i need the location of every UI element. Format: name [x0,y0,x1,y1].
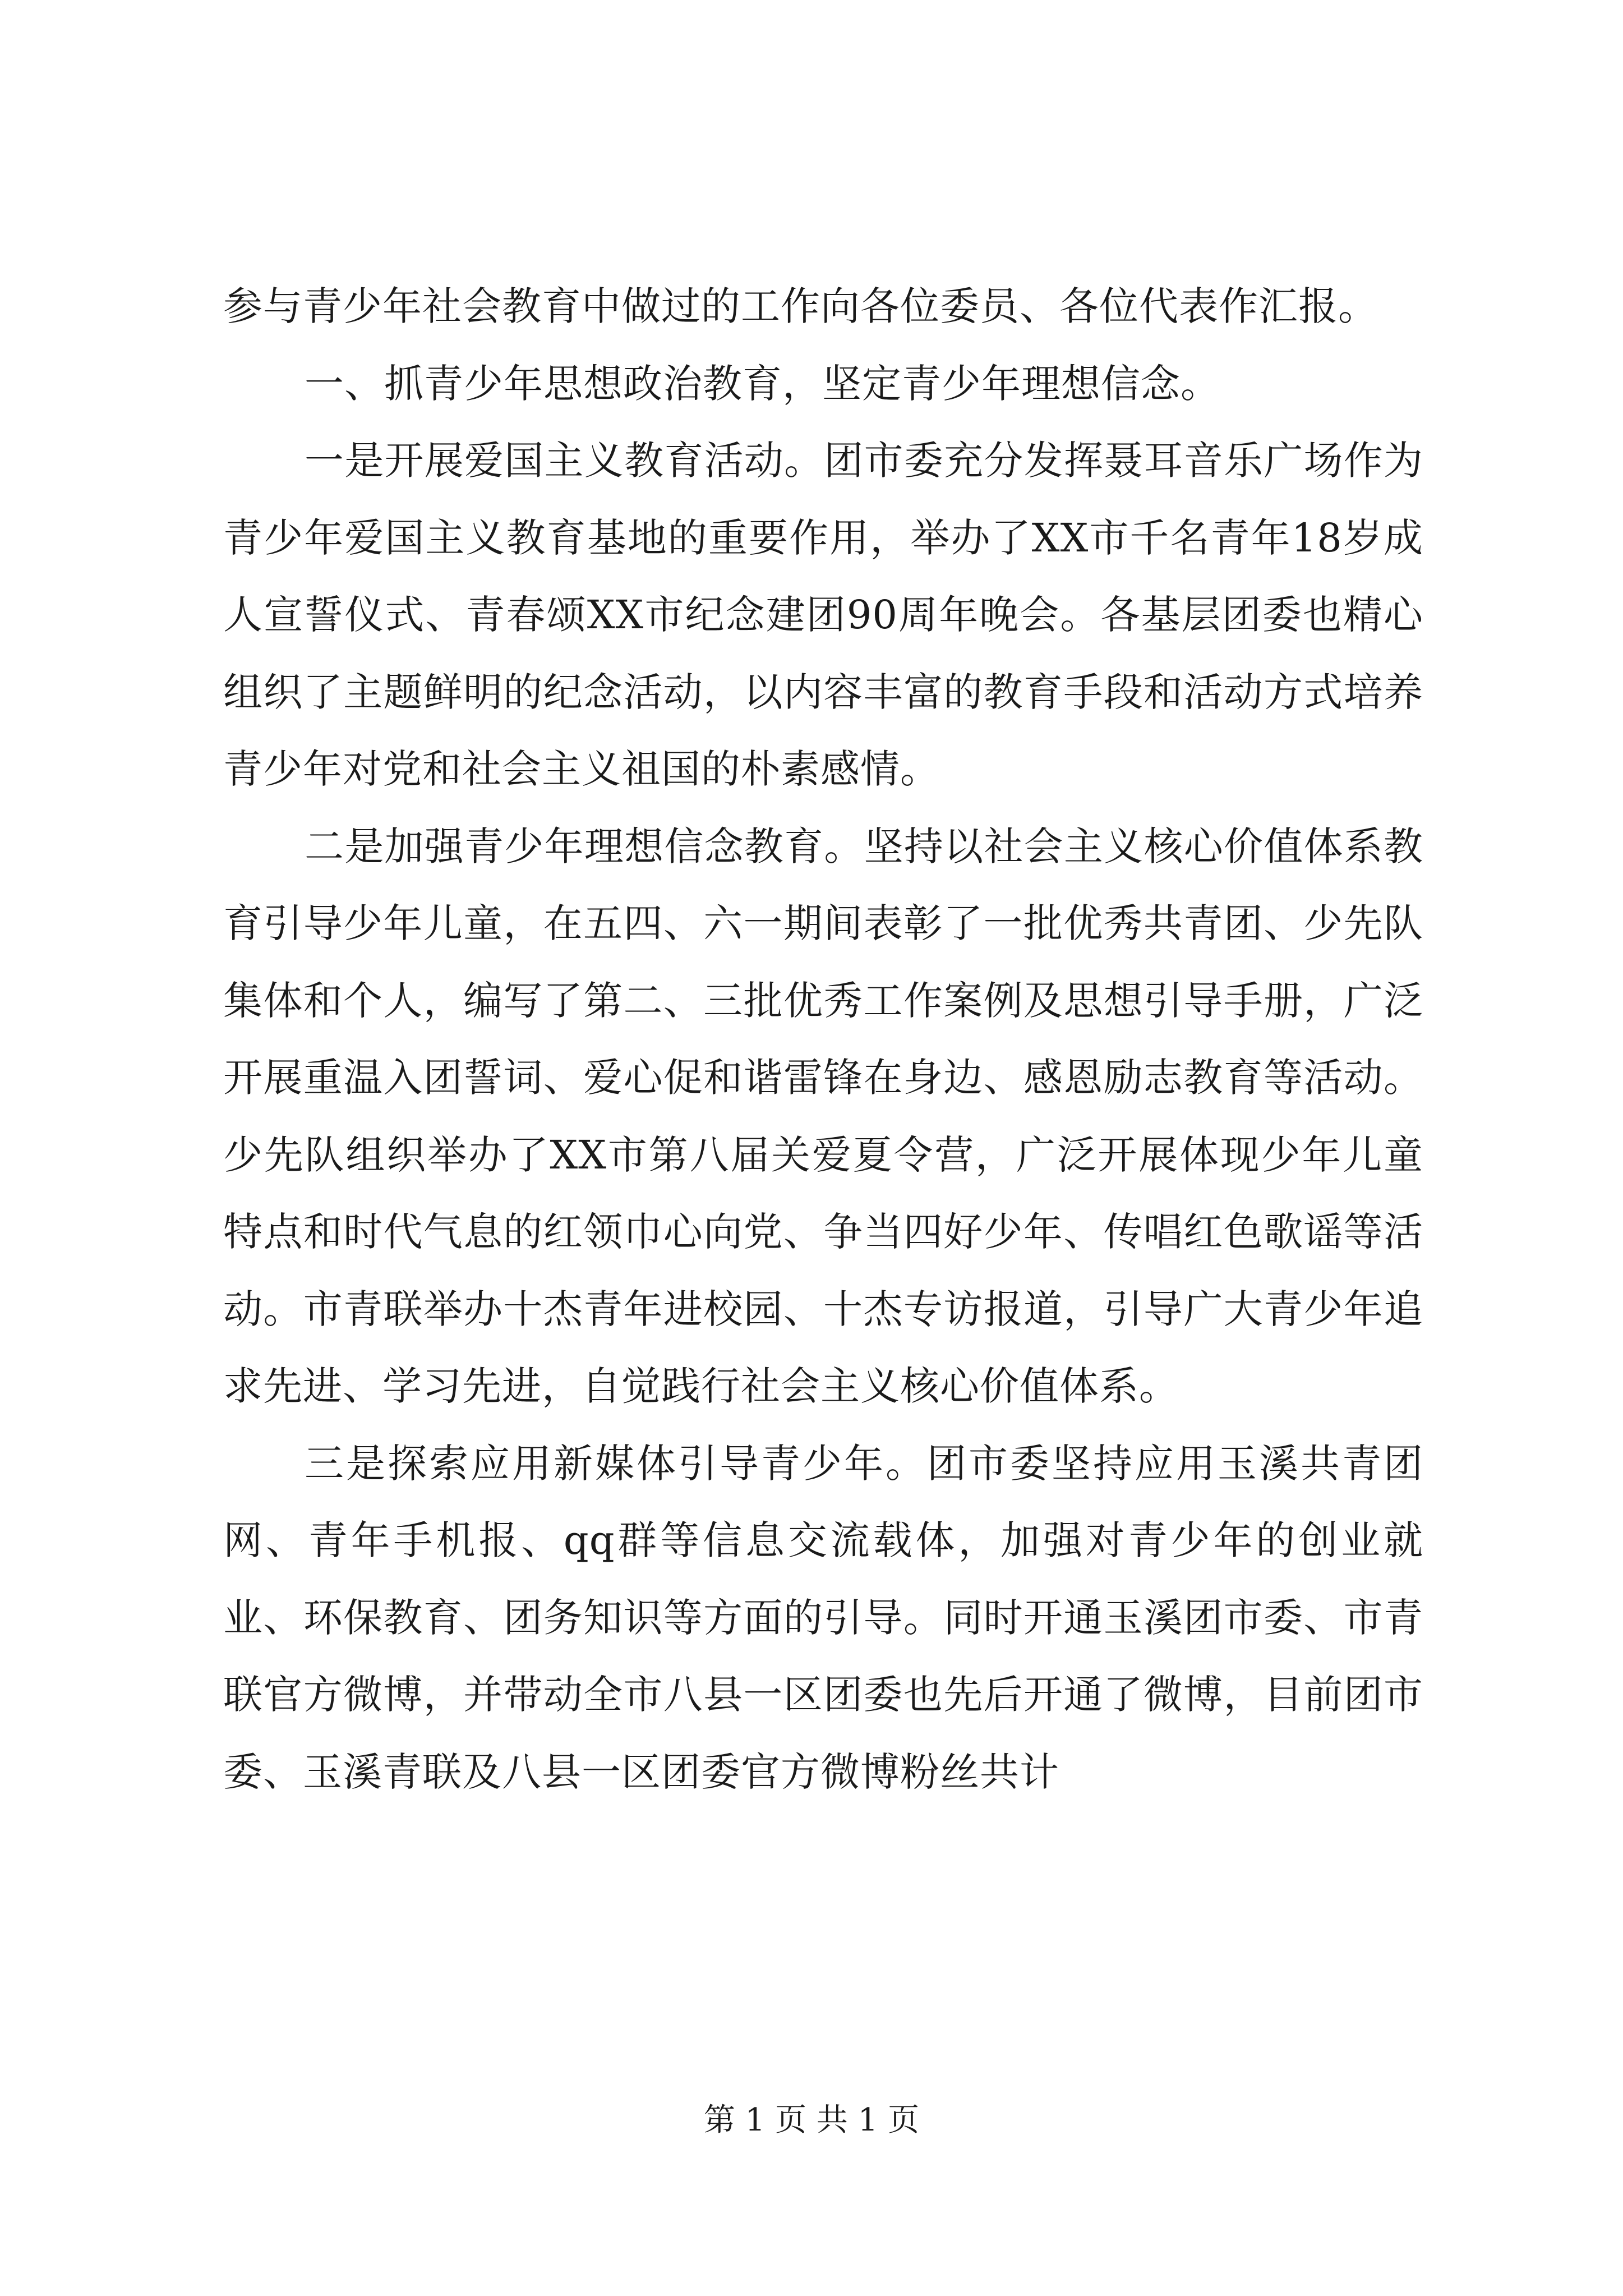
document-body [223,268,1423,1811]
paragraph-new-media: 三是探索应用新媒体引导青少年。团市委坚持应用玉溪共青团网、青年手机报、qq群等信息交流载体，加强对青少年的创业就业、环保教育、团务知识等方面的引导。同时开通玉溪团市委、市青联官方微博，并带动全市八县一区团委也先后开通了微博，目前团市委、玉溪青联及八县一区团委官方微博粉丝共计 [223,1440,1423,1795]
paragraph-ideals-education: 二是加强青少年理想信念教育。坚持以社会主义核心价值体系教育引导少年儿童，在五四、六一期间表彰了一批优秀共青团、少先队集体和个人，编写了第二、三批优秀工作案例及思想引导手册，广泛开展重温入团誓词、爱心促和谐雷锋在身边、感恩励志教育等活动。少先队组织举办了XX市第八届关爱夏令营，广泛开展体现少年儿童特点和时代气息的红领巾心向党、争当四好少年、传唱红色歌谣等活动。市青联举办十杰青年进校园、十杰专访报道，引导广大青少年追求先进、学习先进，自觉践行社会主义核心价值体系。 [223,823,1423,1409]
page-footer: 第 1 页 共 1 页 [703,2102,920,2138]
section-heading: 一、抓青少年思想政治教育，坚定青少年理想信念。 [305,360,1220,407]
paragraph-patriotic-education: 一是开展爱国主义教育活动。团市委充分发挥聂耳音乐广场作为青少年爱国主义教育基地的重要作用，举办了XX市千名青年18岁成人宣誓仪式、青春颂XX市纪念建团90周年晚会。各基层团委也精心组织了主题鲜明的纪念活动，以内容丰富的教育手段和活动方式培养青少年对党和社会主义祖国的朴素感情。 [223,438,1423,792]
paragraph-intro: 参与青少年社会教育中做过的工作向各位委员、各位代表作汇报。 [223,283,1378,329]
